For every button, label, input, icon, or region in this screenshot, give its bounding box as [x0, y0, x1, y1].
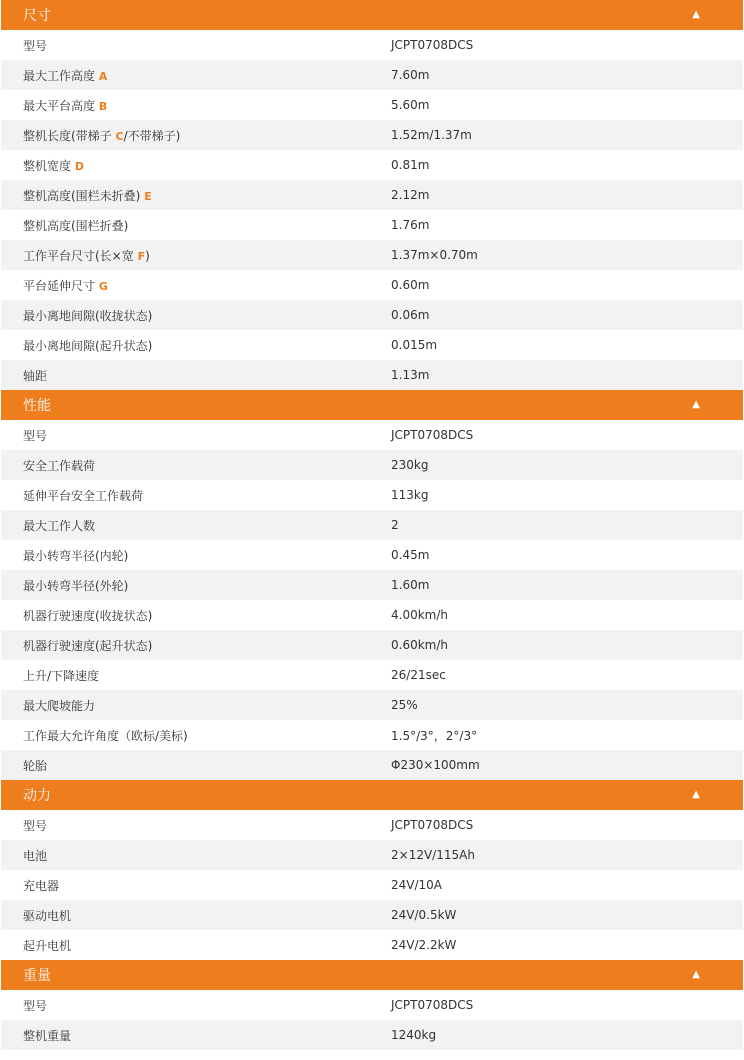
- spec-label-text: 工作最大允许角度（欧标/美标): [23, 728, 188, 743]
- section-header[interactable]: [1, 0, 743, 30]
- spec-label: [1, 517, 371, 534]
- spec-value: 24V/0.5kW: [391, 908, 457, 922]
- caret-up-icon[interactable]: ▲: [692, 399, 700, 410]
- dimension-mark: D: [74, 159, 84, 173]
- spec-label: [1, 727, 371, 744]
- spec-label-text: 机器行驶速度(收拢状态): [23, 608, 153, 623]
- spec-label: [1, 97, 371, 114]
- spec-value: 4.00km/h: [391, 608, 449, 622]
- spec-label: [1, 547, 371, 564]
- spec-row: [1, 180, 743, 210]
- section-title: 动力: [23, 788, 51, 804]
- spec-row: [1, 870, 743, 900]
- spec-row: [1, 660, 743, 690]
- spec-row: [1, 480, 743, 510]
- spec-label-text: 整机高度(围栏折叠): [23, 218, 129, 233]
- spec-label: [1, 367, 371, 384]
- spec-table: [1, 0, 743, 1050]
- spec-label-text: 充电器: [23, 878, 60, 893]
- section-header[interactable]: [1, 780, 743, 810]
- dimension-mark: F: [137, 249, 146, 263]
- section-body: [1, 420, 743, 780]
- spec-label: [1, 457, 371, 474]
- spec-label-text: 工作平台尺寸(长×宽: [23, 248, 138, 263]
- spec-label-text: 整机宽度: [23, 158, 75, 173]
- spec-row: [1, 420, 743, 450]
- spec-label-text: 最大爬坡能力: [23, 698, 96, 713]
- dimension-mark: B: [98, 99, 108, 113]
- spec-label-text: 安全工作载荷: [23, 458, 96, 473]
- spec-value: 2: [391, 518, 399, 532]
- spec-label: [1, 1027, 371, 1044]
- spec-value: 113kg: [391, 488, 429, 502]
- spec-label-text: 整机高度(围栏未折叠): [23, 188, 145, 203]
- spec-row: [1, 540, 743, 570]
- spec-label: [1, 427, 371, 444]
- section-body: [1, 30, 743, 390]
- dimension-mark: E: [144, 189, 152, 203]
- spec-row: [1, 90, 743, 120]
- spec-label: [1, 637, 371, 654]
- spec-value: 1.76m: [391, 218, 430, 232]
- spec-label-text: 轮胎: [23, 758, 48, 773]
- spec-value: JCPT0708DCS: [391, 38, 474, 52]
- spec-row: [1, 930, 743, 960]
- spec-row: [1, 300, 743, 330]
- spec-label-text: 型号: [23, 38, 48, 53]
- spec-value: 0.81m: [391, 158, 430, 172]
- spec-value: 25%: [391, 698, 418, 712]
- spec-label: [1, 937, 371, 954]
- spec-value: Φ230×100mm: [391, 758, 480, 772]
- spec-label-text: 最大工作人数: [23, 518, 96, 533]
- caret-up-icon[interactable]: ▲: [692, 9, 700, 20]
- spec-label: [1, 247, 371, 264]
- spec-label: [1, 667, 371, 684]
- spec-row: [1, 720, 743, 750]
- spec-label: [1, 907, 371, 924]
- section-header[interactable]: [1, 960, 743, 990]
- spec-row: [1, 270, 743, 300]
- spec-label-suffix: /不带梯子): [123, 128, 181, 143]
- spec-label: [1, 487, 371, 504]
- spec-label: [1, 607, 371, 624]
- spec-label-text: 整机长度(带梯子: [23, 128, 116, 143]
- spec-row: [1, 120, 743, 150]
- spec-label: [1, 37, 371, 54]
- spec-section: [1, 960, 743, 1050]
- caret-up-icon[interactable]: ▲: [692, 969, 700, 980]
- dimension-mark: C: [115, 129, 124, 143]
- spec-label-text: 电池: [23, 848, 48, 863]
- spec-value: 24V/2.2kW: [391, 938, 457, 952]
- spec-value: 5.60m: [391, 98, 430, 112]
- spec-label-text: 最大平台高度: [23, 98, 99, 113]
- spec-value: 1.37m×0.70m: [391, 248, 478, 262]
- spec-value: JCPT0708DCS: [391, 818, 474, 832]
- spec-label-text: 最小转弯半径(外轮): [23, 578, 129, 593]
- spec-label: [1, 127, 371, 144]
- spec-label-text: 整机重量: [23, 1028, 72, 1043]
- dimension-mark: G: [98, 279, 108, 293]
- spec-value: 7.60m: [391, 68, 430, 82]
- spec-label-text: 最小转弯半径(内轮): [23, 548, 129, 563]
- spec-label-text: 起升电机: [23, 938, 72, 953]
- spec-row: [1, 600, 743, 630]
- section-header[interactable]: [1, 390, 743, 420]
- spec-value: 230kg: [391, 458, 429, 472]
- spec-label: [1, 577, 371, 594]
- spec-label-text: 型号: [23, 998, 48, 1013]
- spec-row: [1, 210, 743, 240]
- spec-label: [1, 67, 371, 84]
- spec-label: [1, 277, 371, 294]
- spec-label-text: 轴距: [23, 368, 48, 383]
- spec-label-text: 最小离地间隙(收拢状态): [23, 308, 153, 323]
- spec-label: [1, 847, 371, 864]
- spec-section: [1, 390, 743, 780]
- spec-section: [1, 0, 743, 390]
- spec-row: [1, 30, 743, 60]
- spec-value: 0.06m: [391, 308, 430, 322]
- spec-label: [1, 997, 371, 1014]
- section-title: 尺寸: [23, 8, 51, 24]
- spec-label-text: 延伸平台安全工作载荷: [23, 488, 144, 503]
- spec-label: [1, 217, 371, 234]
- spec-value: 0.015m: [391, 338, 438, 352]
- spec-row: [1, 240, 743, 270]
- spec-value: 2.12m: [391, 188, 430, 202]
- spec-value: 0.60m: [391, 278, 430, 292]
- spec-label-text: 最大工作高度: [23, 68, 99, 83]
- spec-row: [1, 630, 743, 660]
- spec-value: 1.13m: [391, 368, 430, 382]
- spec-label-text: 最小离地间隙(起升状态): [23, 338, 153, 353]
- spec-label-suffix: ): [145, 248, 150, 263]
- spec-value: JCPT0708DCS: [391, 428, 474, 442]
- spec-row: [1, 750, 743, 780]
- spec-value: 0.45m: [391, 548, 430, 562]
- spec-label: [1, 337, 371, 354]
- spec-label-text: 平台延伸尺寸: [23, 278, 99, 293]
- section-title: 重量: [23, 968, 51, 984]
- spec-row: [1, 900, 743, 930]
- spec-row: [1, 990, 743, 1020]
- spec-label-text: 型号: [23, 818, 48, 833]
- spec-label-text: 型号: [23, 428, 48, 443]
- spec-row: [1, 810, 743, 840]
- caret-up-icon[interactable]: ▲: [692, 789, 700, 800]
- spec-row: [1, 570, 743, 600]
- spec-row: [1, 510, 743, 540]
- spec-value: 24V/10A: [391, 878, 442, 892]
- spec-label: [1, 157, 371, 174]
- spec-row: [1, 840, 743, 870]
- spec-row: [1, 330, 743, 360]
- spec-value: 1240kg: [391, 1028, 437, 1042]
- section-title: 性能: [23, 398, 51, 414]
- spec-label: [1, 817, 371, 834]
- spec-label-text: 上升/下降速度: [23, 668, 100, 683]
- spec-row: [1, 690, 743, 720]
- spec-label-text: 机器行驶速度(起升状态): [23, 638, 153, 653]
- dimension-mark: A: [98, 69, 108, 83]
- spec-label: [1, 697, 371, 714]
- spec-value: 1.52m/1.37m: [391, 128, 472, 142]
- spec-row: [1, 60, 743, 90]
- spec-section: [1, 780, 743, 960]
- spec-row: [1, 450, 743, 480]
- spec-value: 2×12V/115Ah: [391, 848, 475, 862]
- spec-value: 1.60m: [391, 578, 430, 592]
- spec-row: [1, 360, 743, 390]
- spec-label: [1, 187, 371, 204]
- spec-row: [1, 1020, 743, 1050]
- spec-row: [1, 150, 743, 180]
- spec-value: 0.60km/h: [391, 638, 449, 652]
- spec-value: 26/21sec: [391, 668, 446, 682]
- spec-label: [1, 307, 371, 324]
- spec-value: 1.5°/3°，2°/3°: [391, 728, 478, 743]
- spec-value: JCPT0708DCS: [391, 998, 474, 1012]
- section-body: [1, 810, 743, 960]
- section-body: [1, 990, 743, 1050]
- spec-label: [1, 757, 371, 774]
- spec-label-text: 驱动电机: [23, 908, 72, 923]
- spec-label: [1, 877, 371, 894]
